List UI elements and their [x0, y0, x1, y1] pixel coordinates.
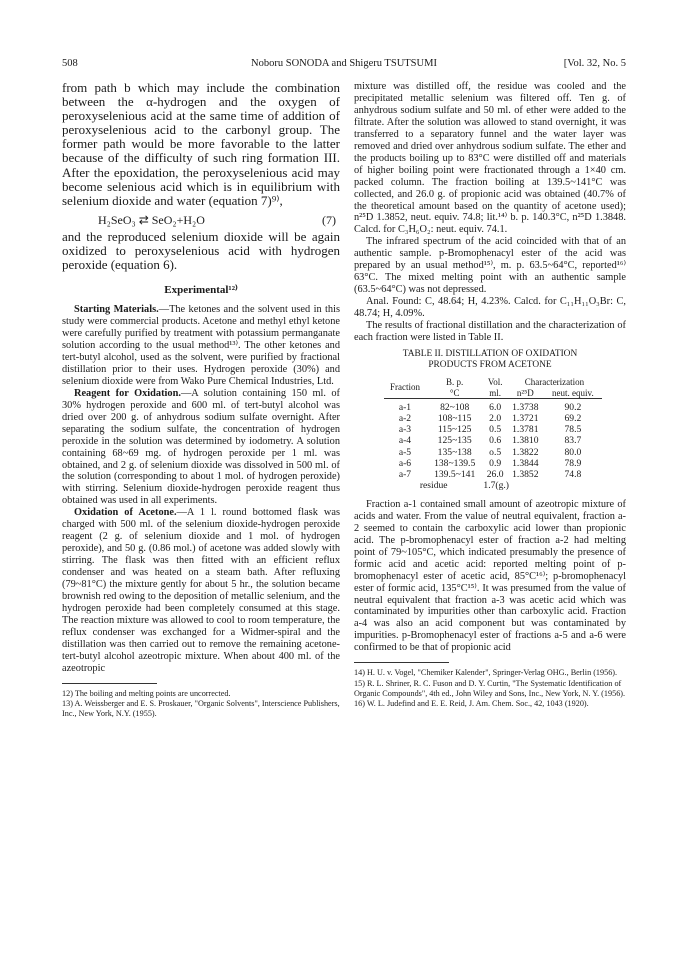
lead-paragraph: from path b which may include the combination between the α-hydrogen and the oxygen of peroxyselenious acid at the same time of addition of peroxyselenious acid to the carbonyl group. The former path would be more favorable to the latter because of the difficulty of such ring formation III. After the epoxidation, the peroxyselenious acid may become selenious acid which is in equilibrium with selenium dioxide and water (equation 7)⁹⁾, — [62, 80, 340, 208]
cell-nd: 1.3810 — [512, 435, 539, 447]
cell-nd: 1.3721 — [512, 413, 539, 425]
cell-neut: 90.2 — [564, 402, 582, 414]
cell-vol: o.5 — [489, 446, 502, 458]
col-header-nd: n²⁵D — [516, 388, 534, 399]
col-header-fraction: Fraction — [389, 382, 420, 393]
table-row — [384, 413, 602, 424]
after-equation-paragraph: and the reproduced selenium dioxide will be again oxidized to peroxyselenious acid with hydrogen peroxide (equation 6). — [62, 228, 340, 273]
oxidation-text: —A 1 l. round bottomed flask was charged with 500 ml. of the selenium dioxide-hydrogen peroxide reagent (2 g. of selenium dioxide and 1 mol. of hydrogen peroxide), and 50 g. (0.86 mol.) of acetone was added slowly with stirring. The flask was then fitted with an efficient reflux condenser and was heated on a steam bath. After refluxing (79~81°C) the mixture gently for about 5 hr., the solution became brownish red owing to the deposition of metallic selenium, and the hydrogen peroxide had been completely consumed at this stage. The reaction mixture was allowed to cool to room temperature, the reflux condenser was exchanged for a Widmer-spiral and the distillation was then carried out to remove the remaining acetone-tert-butyl alcohol azeotropic mixture. When about 400 ml. of the azeotropic — [62, 507, 340, 674]
cell-neut: 78.5 — [564, 424, 582, 436]
footnote-15: 15) R. L. Shriner, R. C. Fuson and D. Y. Curtin, "The Systematic Identification of Organic Compounds", 4th ed., John Wiley and Sons, Inc., New York, N. Y. (1956). — [354, 678, 626, 698]
right-paragraph-2: The infrared spectrum of the acid coincided with that of an authentic sample. p-Bromophenacyl ester of the acid was prepared by an usual method¹⁵⁾, m. p. 63.5~64°C, reported¹⁶⁾ 63°C. The mixed melting point with an authentic sample (63.5~64°C) was not depressed. — [354, 236, 626, 296]
footnote-14: 14) H. U. v. Vogel, "Chemiker Kalender", Springer-Verlag OHG., Berlin (1956). — [354, 668, 618, 678]
reagent-text: —A solution containing 150 ml. of 30% hydrogen peroxide and 600 ml. of tert-butyl alcohol was dried over 200 g. of anhydrous sodium sulfate overnight. After separating the sodium sulfate, the concentration of hydrogen peroxide in the solution was determined by iodometry. A solution containing 68~69 mg. of hydrogen peroxide per 1 ml. was obtained, and 2 g. of selenium dioxide was dissolved in 500 ml. of the solution (corresponding to about 1 mol. of hydrogen peroxide) with stirring. Selenium dioxide-hydrogen peroxide reagent thus obtained was used in all experiments. — [62, 387, 340, 507]
oxidation-title: Oxidation of Acetone. — [74, 507, 177, 519]
cell-bp: 138~139.5 — [434, 457, 476, 469]
cell-nd: 1.3781 — [512, 424, 539, 436]
cell-bp: 115~125 — [437, 424, 472, 436]
cell-nd: 1.3822 — [512, 446, 539, 458]
right-paragraph-5: Fraction a-1 contained small amount of azeotropic mixture of acids and water. From the value of neutral equivalent, fraction a-2 seemed to contain the carboxylic acid lower than propionic acid. The p-bromophenacyl ester of fraction a-2 had melting point of 79~105°C, which indicated presumably the presence of formic acid and acetic acid: reported melting point of p-bromophenacyl ester of acetic acid, 85°C¹⁶⁾; p-bromophenacyl ester of formic acid, 135°C¹⁵⁾. It was presumed from the value of neutral equivalent that fraction a-3 was acetic acid which was contaminated by impurities other than carboxylic acid. Fraction a-4 was also an acid component but was contaminated by impurities. p-Bromophenacyl ester of fractions a-5 and a-6 were confirmed to be that of propionic acid — [354, 498, 626, 654]
footnote-16: 16) W. L. Judefind and E. E. Reid, J. Am. Chem. Soc., 42, 1043 (1920). — [354, 699, 589, 709]
cell-bp: 139.5~141 — [434, 468, 476, 480]
cell-residue-value: 1.7(g.) — [483, 479, 509, 491]
right-paragraph-3: Anal. Found: C, 48.64; H, 4.23%. Calcd. for C₁₁H₁₁O₃Br: C, 48.74; H, 4.09%. — [354, 296, 626, 320]
reagent-title: Reagent for Oxidation. — [74, 387, 181, 399]
equation-7 — [62, 212, 340, 228]
distillation-table — [384, 376, 602, 491]
cell-fraction: a-2 — [398, 413, 412, 425]
col-header-bp: B. p. — [446, 377, 464, 388]
table-caption — [354, 349, 626, 372]
cell-bp: 125~135 — [437, 435, 472, 447]
cell-residue-label: residue — [419, 479, 448, 491]
cell-bp: 82~108 — [440, 402, 470, 414]
cell-fraction: a-5 — [398, 446, 412, 458]
table-row — [384, 424, 602, 435]
cell-neut: 80.0 — [564, 446, 582, 458]
col-header-characterization: Characterization — [524, 377, 585, 388]
page-number: 508 — [62, 58, 78, 69]
col-header-vol: Vol. — [487, 377, 503, 388]
cell-fraction: a-6 — [398, 457, 412, 469]
cell-nd: 1.3852 — [512, 468, 539, 480]
col-header-neut: neut. equiv. — [552, 388, 594, 399]
table-caption-line-1: TABLE II. DISTILLATION OF OXIDATION — [402, 348, 578, 359]
right-paragraph-4: The results of fractional distillation and the characterization of each fraction were listed in Table II. — [354, 320, 626, 344]
footnote-13: 13) A. Weissberger and E. S. Proskauer, "Organic Solvents", Interscience Publishers, Inc., New York, N.Y. (1955). — [62, 698, 340, 719]
cell-nd: 1.3844 — [512, 457, 539, 469]
table-caption-line-2: PRODUCTS FROM ACETONE — [428, 360, 552, 371]
cell-bp: 108~115 — [437, 413, 472, 425]
right-paragraph-1: mixture was distilled off, the residue was cooled and the precipitated metallic selenium was filtered off. Ten g. of anhydrous sodium sulfate and 50 ml. of ether were added to the filtrate. After the solution was allowed to stand overnight, it was transferred to a separatory funnel and the water layer was removed and dried over anhydrous sodium sulfate. The ether and the products boiling up to 83°C were distilled off and materials of higher boiling point were fractionated through a 1×40 cm. packed column. The fraction boiling at 139.5~141°C was collected, and 26.0 g. of propionic acid was obtained (40.7% of the theoretical amount based on the quantity of acetone used); n²⁵D 1.3852, neut. equiv. 74.8; lit.¹⁴⁾ b. p. 140.3°C, n²⁵D 1.3848. Calcd. for C₃H₆O₂: neut. equiv. 74.1. — [354, 81, 626, 236]
table-row — [384, 435, 602, 446]
volume-info: [Vol. 32, No. 5 — [563, 58, 626, 69]
table-row — [384, 469, 602, 480]
section-heading-experimental: Experimental¹²⁾ — [164, 284, 238, 297]
cell-fraction: a-1 — [398, 402, 412, 414]
table-row-residue — [384, 480, 602, 491]
running-header — [62, 58, 626, 72]
left-column — [62, 81, 340, 720]
cell-vol: 0.9 — [489, 457, 502, 469]
cell-nd: 1.3738 — [512, 402, 539, 414]
cell-neut: 78.9 — [564, 457, 582, 469]
equation-text: H₂SeO₃ ⇄ SeO₂+H₂O — [98, 212, 205, 227]
starting-materials-paragraph — [62, 304, 340, 388]
equation-number: (7) — [322, 212, 336, 227]
cell-vol: 0.5 — [489, 424, 502, 436]
cell-fraction: a-4 — [398, 435, 412, 447]
cell-bp: 135~138 — [437, 446, 472, 458]
starting-materials-text: —The ketones and the solvent used in this study were commercial products. Acetone and methyl ethyl ketone were carefully purified by treatment with potassium permanganate solution according to the usual method¹³⁾. The other ketones and tert-butyl alcohol, used as the solvent, were purified by fractional distillation prior to their uses. Hydrogen peroxide (30%) and selenium dioxide were from Wako Pure Chemical Industries, Ltd. — [62, 304, 341, 387]
cell-neut: 74.8 — [564, 468, 582, 480]
table-row — [384, 402, 602, 413]
col-header-vol-unit: ml. — [489, 388, 502, 399]
cell-vol: 0.6 — [489, 435, 502, 447]
cell-vol: 26.0 — [486, 468, 504, 480]
footnote-12: 12) The boiling and melting points are uncorrected. — [62, 688, 231, 698]
cell-vol: 2.0 — [489, 413, 502, 425]
cell-neut: 83.7 — [564, 435, 582, 447]
running-authors: Noboru SONODA and Shigeru TSUTSUMI — [251, 58, 437, 69]
table-row — [384, 458, 602, 469]
table-row — [384, 447, 602, 458]
cell-fraction: a-7 — [398, 468, 412, 480]
starting-materials-title: Starting Materials. — [74, 304, 159, 316]
footnote-rule — [62, 683, 157, 684]
cell-neut: 69.2 — [564, 413, 582, 425]
footnote-rule — [354, 662, 449, 663]
cell-vol: 6.0 — [489, 402, 502, 414]
col-header-bp-unit: °C — [449, 388, 460, 399]
oxidation-paragraph — [62, 507, 340, 674]
right-column — [354, 81, 626, 709]
reagent-paragraph — [62, 388, 340, 508]
cell-fraction: a-3 — [398, 424, 412, 436]
